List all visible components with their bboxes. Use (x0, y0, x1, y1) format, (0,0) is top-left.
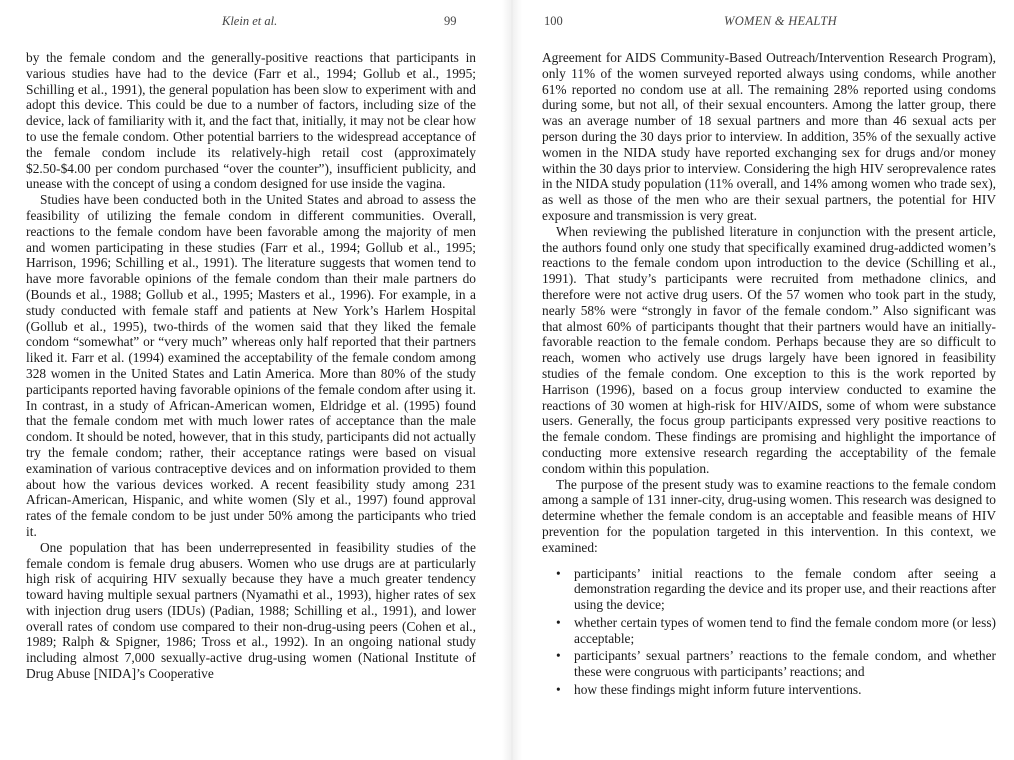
list-item: • participants’ sexual partners’ reactions to the female condom, and whether these were congruous with participants’ reactions; and (560, 648, 996, 680)
running-head-right (542, 14, 996, 38)
right-body-text (542, 50, 996, 698)
paragraph: Agreement for AIDS Community-Based Outreach/Intervention Research Program), only 11% of the women surveyed reported always using condoms, while another 61% reported no condom use at all. The remaining 28% reported using condoms during some, but not all, of their sexual encounters. Among the latter group, there was an average number of 18 sexual partners and more than 46 sexual acts per person during the 30 days prior to interview. In addition, 35% of the sexually active women in the NIDA study have reported exchanging sex for drugs and/or money within the 30 days prior to interview. Considering the high HIV seroprevalence rates in the NIDA study population (11% overall, and 14% among women who trade sex), as well as those of the men who are their sexual partners, the potential for HIV exposure and transmission is very great. (542, 50, 996, 223)
running-head-author: Klein et al. (222, 14, 278, 28)
list-item: • whether certain types of women tend to find the female condom more (or less) acceptable; (560, 615, 996, 647)
paragraph: by the female condom and the generally-positive reactions that participants in various studies have had to the device (Farr et al., 1994; Gollub et al., 1995; Schilling et al., 1991), the general population has been slow to experiment with and adopt this device. This could be due to a number of factors, including size of the device, lack of familiarity with it, and the fact that, initially, it may not be clear how to use the female condom. Other potential barriers to the widespread acceptance of the female condom include its relatively-high retail cost (approximately $2.50-$4.00 per condom purchased “over the counter”), insufficient publicity, and unease with the concept of using a condom designed for use inside the vagina. (26, 50, 476, 192)
running-head-journal: WOMEN & HEALTH (724, 14, 837, 28)
paragraph: One population that has been underrepresented in feasibility studies of the female condom is female drug abusers. Women who use drugs are at particularly high risk of acquiring HIV sexually because they have a much greater tendency toward having multiple sexual partners (Nyamathi et al., 1993), higher rates of sex with injection drug users (IDUs) (Padian, 1988; Schilling et al., 1991), and lower overall rates of condom use compared to their non-drug-using peers (Cohen et al., 1989; Ralph & Spigner, 1986; Tross et al., 1992). In an ongoing national study including almost 7,000 sexually-active drug-using women (National Institute of Drug Abuse [NIDA]’s Cooperative (26, 539, 476, 682)
page-number-right: 100 (544, 14, 563, 28)
examined-list (542, 566, 996, 698)
paragraph: Studies have been conducted both in the United States and abroad to assess the feasibility of utilizing the female condom in different communities. Overall, reactions to the female condom have been favorable among the majority of men and women participating in these studies (Farr et al., 1994; Gollub et al., 1995; Harrison, 1996; Schilling et al., 1991). The literature suggests that women tend to have more favorable opinions of the female condom than their male partners do (Bounds et al., 1988; Gollub et al., 1995; Masters et al., 1996). For example, in a study conducted with female staff and patients at New York’s Harlem Hospital (Gollub et al., 1995), two-thirds of the women said that they liked the female condom “somewhat” or “very much” whereas only half reported that their partners liked it. Farr et al. (1994) examined the acceptability of the female condom among 328 women in the United States and Latin America. More than 80% of the study participants reported having favorable opinions of the female condom after using it. In contrast, in a study of African-American women, Eldridge et al. (1995) found that the female condom met with much lower rates of acceptance than the male condom. It should be noted, however, that in this study, participants did not actually try the female condom; rather, their acceptance ratings were based on visual examination of various contraceptive devices and on information provided to them about how the various devices worked. A recent feasibility study among 231 African-American, Hispanic, and white women (Sly et al., 1997) found approval rates of the female condom to be just under 50% among the participants who tried it. (26, 192, 476, 539)
page-number-left: 99 (444, 14, 457, 28)
book-gutter (502, 0, 522, 760)
paragraph: When reviewing the published literature in conjunction with the present article, the authors found only one study that specifically examined drug-addicted women’s reactions to the female condom upon introduction to the device (Schilling et al., 1991). That study’s participants were recruited from methadone clinics, and therefore were not active drug users. Of the 57 women who took part in the study, nearly 58% were “strongly in favor of the female condom.” Also significant was that almost 60% of participants thought that their partners would have an initially-favorable reaction to the female condom. Perhaps because they are so difficult to reach, women who actively use drugs largely have been ignored in feasibility studies of the female condom. One exception to this is the work reported by Harrison (1996), based on a focus group interview conducted to examine the reactions of 30 women at high-risk for HIV/AIDS, some of whom were substance users. Generally, the focus group participants expressed very positive reactions to the female condom. These findings are promising and highlight the importance of conducting more extensive research regarding the acceptability of the female condom within this population. (542, 223, 996, 476)
list-item: • participants’ initial reactions to the female condom after seeing a demonstration regarding the device and its proper use, and their reactions after using the device; (560, 566, 996, 613)
left-page (0, 0, 500, 760)
list-item: • how these findings might inform future interventions. (560, 682, 996, 698)
left-body-text (26, 50, 476, 682)
right-page (524, 0, 1014, 760)
paragraph: The purpose of the present study was to examine reactions to the female condom among a sample of 131 inner-city, drug-using women. This research was designed to determine whether the female condom is an acceptable and feasible means of HIV prevention for the population targeted in this intervention. In this context, we examined: (542, 476, 996, 555)
running-head-left (26, 14, 476, 38)
